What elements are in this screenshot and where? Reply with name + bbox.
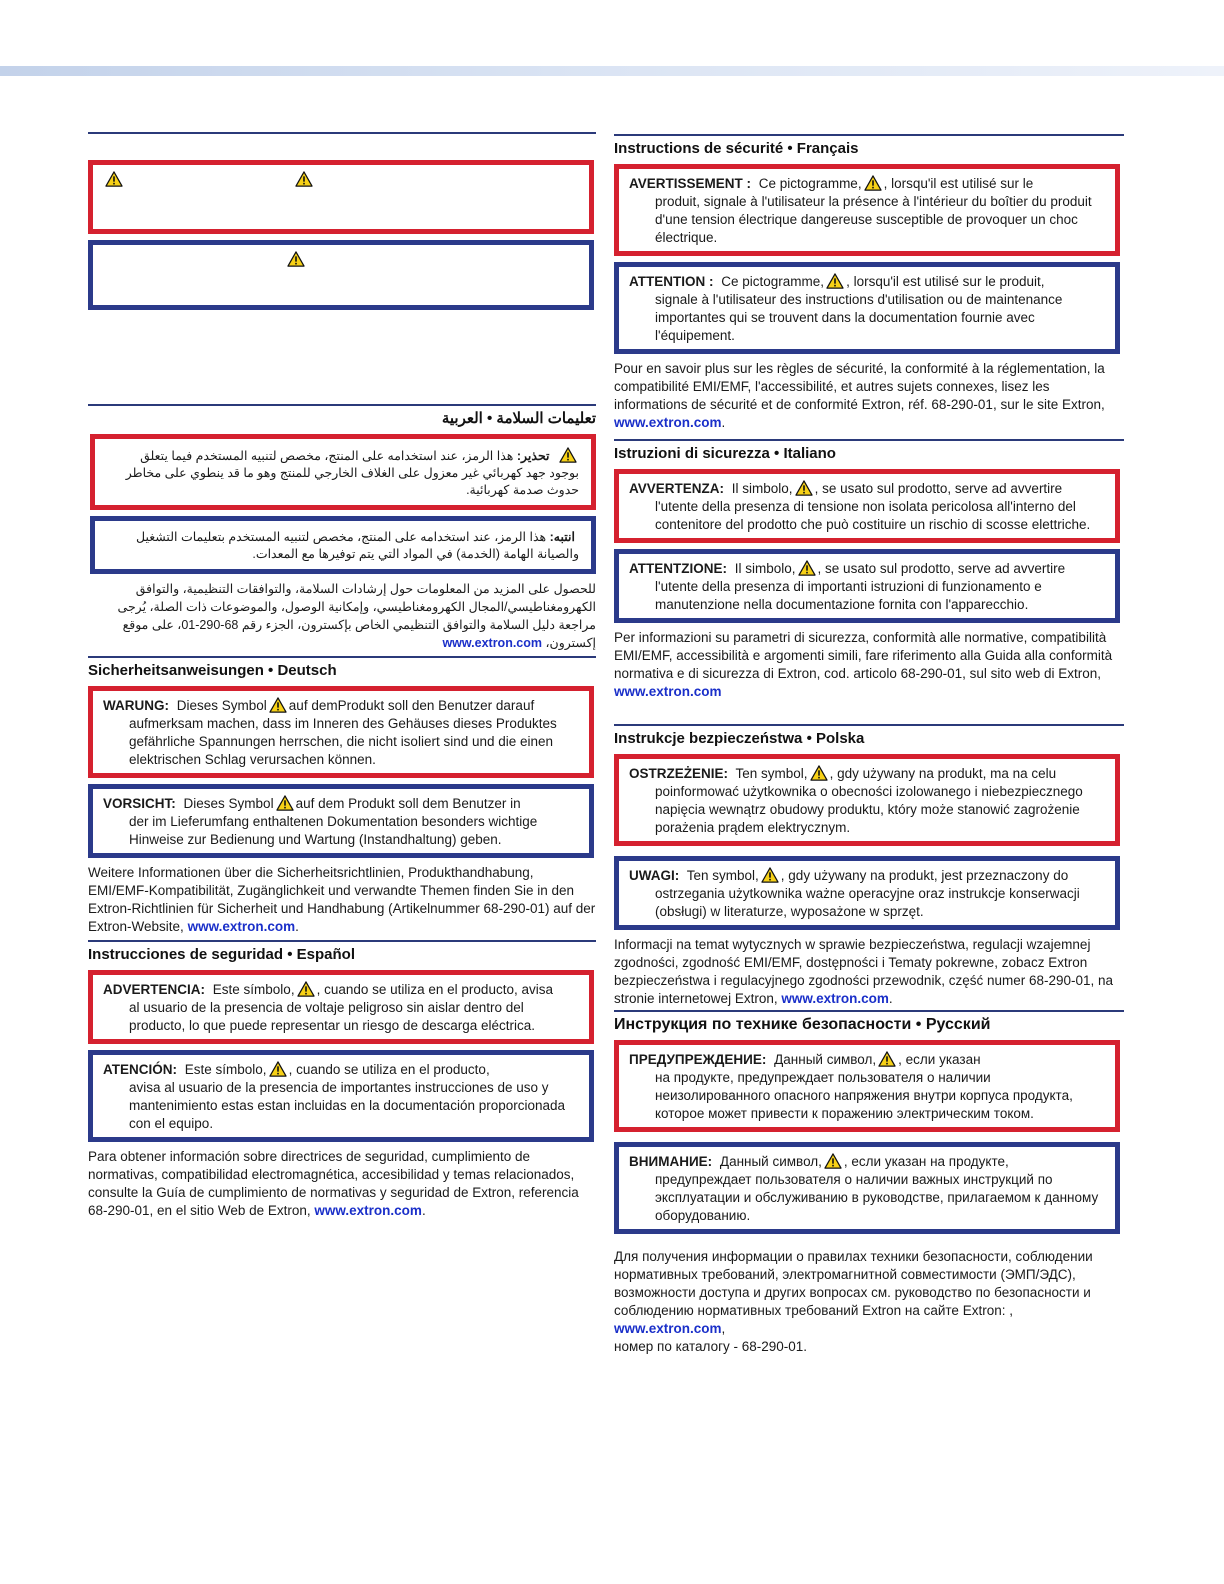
section-polish <box>614 724 1124 1008</box>
caution-label: ATTENTION : <box>629 274 714 289</box>
link-suffix: . <box>295 919 299 934</box>
warning-pre: Este símbolo, <box>212 982 295 997</box>
caution-rest: предупреждает пользователя о наличии важных инструкций по эксплуатации и обслуживанию в руководстве, прилагаемом к данному оборудованию. <box>655 1172 1099 1223</box>
warning-box-italian <box>614 469 1120 543</box>
info-text: Для получения информации о правилах техники безопасности, соблюдении нормативных требований, электромагнитной совместимости (ЭМП/ЭДС), возможности доступа и других вопросах см. руководство по безопасности и соблюдению нормативных требований Extron на сайте Extron: , <box>614 1249 1093 1318</box>
warning-post: , gdy używany na produkt, ma na celu <box>829 766 1057 781</box>
caution-post: , lorsqu'il est utilisé sur le produit, <box>846 274 1045 289</box>
caution-pre: Dieses Symbol <box>183 796 274 811</box>
caution-post: , если указан на продукте, <box>843 1154 1009 1169</box>
caution-box-unrendered <box>88 240 594 310</box>
info-text: Informacji na temat wytycznych w sprawie bezpieczeństwa, regulacji wzajemnej zgodności, zgodność EMI/EMF, dostępności i Tematy pokrewne, zobacz Extron bezpieczeństwa i regulacyjnego zgodności przewodnik, część numer 68-290-01, na stronie internetowej Extron, <box>614 937 1114 1006</box>
extron-link[interactable]: www.extron.com <box>442 636 543 650</box>
section-rule <box>614 134 1124 136</box>
link-suffix: . <box>721 415 726 430</box>
warning-pre: Данный символ, <box>774 1052 877 1067</box>
section-russian <box>614 1010 1124 1356</box>
caution-rest: ostrzegania użytkownika ważne operacyjne oraz instrukcje konserwacji (obsługi) w literaturze, wyposażone w sprzęt. <box>655 886 1080 919</box>
caution-post: auf dem Produkt soll dem Benutzer in <box>295 796 521 811</box>
link-suffix: , <box>721 1321 726 1336</box>
warning-box-arabic <box>90 434 596 510</box>
caution-post: , se usato sul prodotto, serve ad avvertire <box>817 561 1066 576</box>
link-suffix: . <box>421 1203 426 1218</box>
warning-rest: produit, signale à l'utilisateur la présence à l'intérieur du boîtier du produit d'une tension électrique dangereuse susceptible de provoquer un choc électrique. <box>655 194 1092 245</box>
section-title-german: Sicherheitsanweisungen • Deutsch <box>88 662 337 679</box>
caution-label: ВНИМАНИЕ: <box>629 1154 713 1169</box>
header-gradient-band <box>0 66 1224 76</box>
warning-rest: al usuario de la presencia de voltaje peligroso sin aislar dentro del producto, lo que puede representar un riesgo de descarga eléctrica. <box>129 1000 536 1033</box>
warning-box-french <box>614 164 1120 256</box>
section-title-polish: Instrukcje bezpieczeństwa • Polska <box>614 730 865 747</box>
caution-box-spanish <box>88 1050 594 1142</box>
caution-rest: signale à l'utilisateur des instructions d'utilisation ou de maintenance importantes qui se trouvent dans la documentation fournie avec l'équipement. <box>655 292 1063 343</box>
warning-triangle-icon <box>559 447 577 463</box>
warning-triangle-icon <box>295 171 313 187</box>
info-text: للحصول على المزيد من المعلومات حول إرشادات السلامة، والتوافقات التنظيمية، والتوافق الكهرومغناطيسي/المجال الكهرومغناطيسي، وإمكانية الوصول، والموضوعات ذات الصلة، يُرجى مراجعة دليل السلامة والتوافق التنظيمي الخاص بإكسترون، الجزء رقم 68-290-01، على موقع إكسترون، <box>117 582 596 650</box>
warning-post: , если указан <box>898 1052 981 1067</box>
warning-triangle-icon <box>761 867 779 883</box>
caution-box-russian <box>614 1142 1120 1234</box>
warning-triangle-icon <box>810 765 828 781</box>
section-rule <box>88 940 596 942</box>
section-arabic <box>88 404 596 652</box>
info-paragraph-german <box>88 864 596 936</box>
extron-link[interactable]: www.extron.com <box>614 1321 722 1336</box>
caution-rest: avisa al usuario de la presencia de importantes instrucciones de uso y mantenimiento estas estan incluidas en la documentación proporcionada con el equipo. <box>129 1080 566 1131</box>
info-paragraph-arabic <box>88 580 596 652</box>
warning-label: ПРЕДУПРЕЖДЕНИЕ: <box>629 1052 767 1067</box>
caution-label: ATTENTZIONE: <box>629 561 727 576</box>
section-rule <box>614 1010 1124 1012</box>
warning-box-polish <box>614 754 1120 846</box>
warning-pre: Il simbolo, <box>731 481 793 496</box>
warning-post: auf demProdukt soll den Benutzer darauf <box>288 698 535 713</box>
warning-triangle-icon <box>269 1061 287 1077</box>
section-rule <box>88 656 596 658</box>
extron-link[interactable]: www.extron.com <box>781 991 889 1006</box>
warning-triangle-icon <box>297 981 315 997</box>
warning-pre: Ce pictogramme, <box>758 176 862 191</box>
warning-triangle-icon <box>795 480 813 496</box>
info-tail: номер по каталогу - 68-290-01. <box>614 1339 808 1354</box>
link-suffix: . <box>888 991 893 1006</box>
warning-triangle-icon <box>878 1051 896 1067</box>
info-paragraph-french <box>614 360 1124 432</box>
warning-triangle-icon <box>105 171 123 187</box>
warning-label: AVERTISSEMENT : <box>629 176 752 191</box>
section-rule <box>88 404 596 406</box>
caution-post: , cuando se utiliza en el producto, <box>288 1062 490 1077</box>
caution-rest: der im Lieferumfang enthaltenen Dokumentation besonders wichtige Hinweise zur Bedienung und Wartung (Instandhaltung) geben. <box>129 814 538 847</box>
section-unrendered <box>88 132 596 316</box>
warning-triangle-icon <box>269 697 287 713</box>
warning-rest: на продукте, предупреждает пользователя о наличии неизолированного опасного напряжения внутри корпуса продукта, которое может привести к поражению электрическим током. <box>655 1070 1073 1121</box>
info-text: Per informazioni su parametri di sicurezza, conformità alle normative, compatibilità EMI/EMF, accessibilità e argomenti simili, fare riferimento alla Guida alla conformità normativa e di sicurezza di Extron, cod. articolo 68-290-01, sul sito web di Extron, <box>614 630 1113 681</box>
warning-pre: Ten symbol, <box>735 766 808 781</box>
warning-triangle-icon <box>864 175 882 191</box>
caution-box-german <box>88 784 594 858</box>
warning-rest: aufmerksam machen, dass im Inneren des Gehäuses dieses Produktes gefährliche Spannungen herrschen, die nicht isoliert sind und die einen elektrischen Schlag verursachen können. <box>129 716 557 767</box>
warning-box-unrendered <box>88 160 594 234</box>
warning-label: تحذير: <box>516 449 550 463</box>
caution-post: , gdy używany na produkt, jest przeznaczony do <box>780 868 1069 883</box>
caution-label: VORSICHT: <box>103 796 176 811</box>
warning-text: هذا الرمز، عند استخدامه على المنتج، مخصص لتنبيه المستخدم فيما يتعلق بوجود جهد كهربائي غير معزول على الغلاف الخارجي للمنتج وهو ما قد ينطوي على مخاطر حدوث صدمة كهربائية. <box>125 449 579 497</box>
warning-label: ADVERTENCIA: <box>103 982 206 997</box>
caution-label: انتبه: <box>549 530 575 544</box>
warning-box-russian <box>614 1040 1120 1132</box>
section-rule <box>614 439 1124 441</box>
warning-box-spanish <box>88 970 594 1044</box>
section-title-arabic: تعليمات السلامة • العربية <box>441 410 596 427</box>
warning-label: AVVERTENZA: <box>629 481 725 496</box>
warning-post: , cuando se utiliza en el producto, avisa <box>316 982 553 997</box>
info-paragraph-spanish <box>88 1148 596 1220</box>
section-rule <box>88 132 596 134</box>
caution-pre: Ce pictogramme, <box>721 274 825 289</box>
info-paragraph-italian <box>614 629 1124 701</box>
warning-box-german <box>88 686 594 778</box>
section-title-french: Instructions de sécurité • Français <box>614 140 859 157</box>
section-title-spanish: Instrucciones de seguridad • Español <box>88 946 355 963</box>
section-rule <box>614 724 1124 726</box>
caution-label: UWAGI: <box>629 868 680 883</box>
caution-box-french <box>614 262 1120 354</box>
caution-box-polish <box>614 856 1120 930</box>
warning-post: , lorsqu'il est utilisé sur le <box>883 176 1034 191</box>
warning-rest: l'utente della presenza di tensione non isolata pericolosa all'interno del contenitore del prodotto che può costituire un rischio di scosse elettriche. <box>655 499 1091 532</box>
section-spanish <box>88 940 596 1220</box>
warning-pre: Dieses Symbol <box>176 698 267 713</box>
warning-triangle-icon <box>287 251 305 267</box>
caution-pre: Данный символ, <box>719 1154 822 1169</box>
caution-box-italian <box>614 549 1120 623</box>
info-paragraph-russian <box>614 1248 1124 1356</box>
caution-pre: Il simbolo, <box>734 561 796 576</box>
section-french <box>614 134 1124 432</box>
extron-link[interactable]: www.extron.com <box>314 1203 422 1218</box>
warning-triangle-icon <box>826 273 844 289</box>
warning-rest: poinformować użytkownika o obecności izolowanego i niebezpiecznego napięcia wewnątrz obudowy produktu, który może stanowić zagrożenie porażenia prądem elektrycznym. <box>655 784 1083 835</box>
caution-pre: Este símbolo, <box>184 1062 267 1077</box>
warning-post: , se usato sul prodotto, serve ad avvertire <box>814 481 1063 496</box>
warning-label: OSTRZEŻENIE: <box>629 766 729 781</box>
section-title-russian: Инструкция по технике безопасности • Русский <box>614 1016 991 1033</box>
info-paragraph-polish <box>614 936 1124 1008</box>
caution-rest: l'utente della presenza di importanti istruzioni di funzionamento e manutenzione nella documentazione fornita con l'apparecchio. <box>655 579 1042 612</box>
info-text: Weitere Informationen über die Sicherheitsrichtlinien, Produkthandhabung, EMI/EMF-Kompatibilität, Zugänglichkeit und verwandte Themen finden Sie in den Extron-Richtlinien für Sicherheit und Handhabung (Artikelnummer 68-290-01) auf der Extron-Website, <box>88 865 596 934</box>
extron-link[interactable]: www.extron.com <box>614 415 722 430</box>
warning-triangle-icon <box>824 1153 842 1169</box>
info-text: Para obtener información sobre directrices de seguridad, cumplimiento de normativas, compatibilidad electromagnética, accesibilidad y temas relacionados, consulte la Guía de cumplimiento de normativas y seguridad de Extron, referencia 68-290-01, en el sitio Web de Extron, <box>88 1149 579 1218</box>
caution-pre: Ten symbol, <box>686 868 759 883</box>
section-italian <box>614 439 1124 701</box>
section-title-italian: Istruzioni di sicurezza • Italiano <box>614 445 836 462</box>
info-text: Pour en savoir plus sur les règles de sécurité, la conformité à la réglementation, la compatibilité EMI/EMF, l'accessibilité, et autres sujets connexes, lisez les informations de sécurité et de conformité Extron, réf. 68-290-01, sur le site Extron, <box>614 361 1105 412</box>
warning-label: WARUNG: <box>103 698 169 713</box>
caution-label: ATENCIÓN: <box>103 1062 177 1077</box>
extron-link[interactable]: www.extron.com <box>614 684 722 699</box>
extron-link[interactable]: www.extron.com <box>187 919 296 934</box>
warning-triangle-icon <box>276 795 294 811</box>
caution-text: هذا الرمز، عند استخدامه على المنتج، مخصص لتنبيه المستخدم بتعليمات التشغيل والصيانة الهامة (الخدمة) في المواد التي يتم توفيرها مع المعدات. <box>136 530 579 561</box>
section-german <box>88 656 596 936</box>
caution-box-arabic <box>90 516 596 574</box>
warning-triangle-icon <box>798 560 816 576</box>
